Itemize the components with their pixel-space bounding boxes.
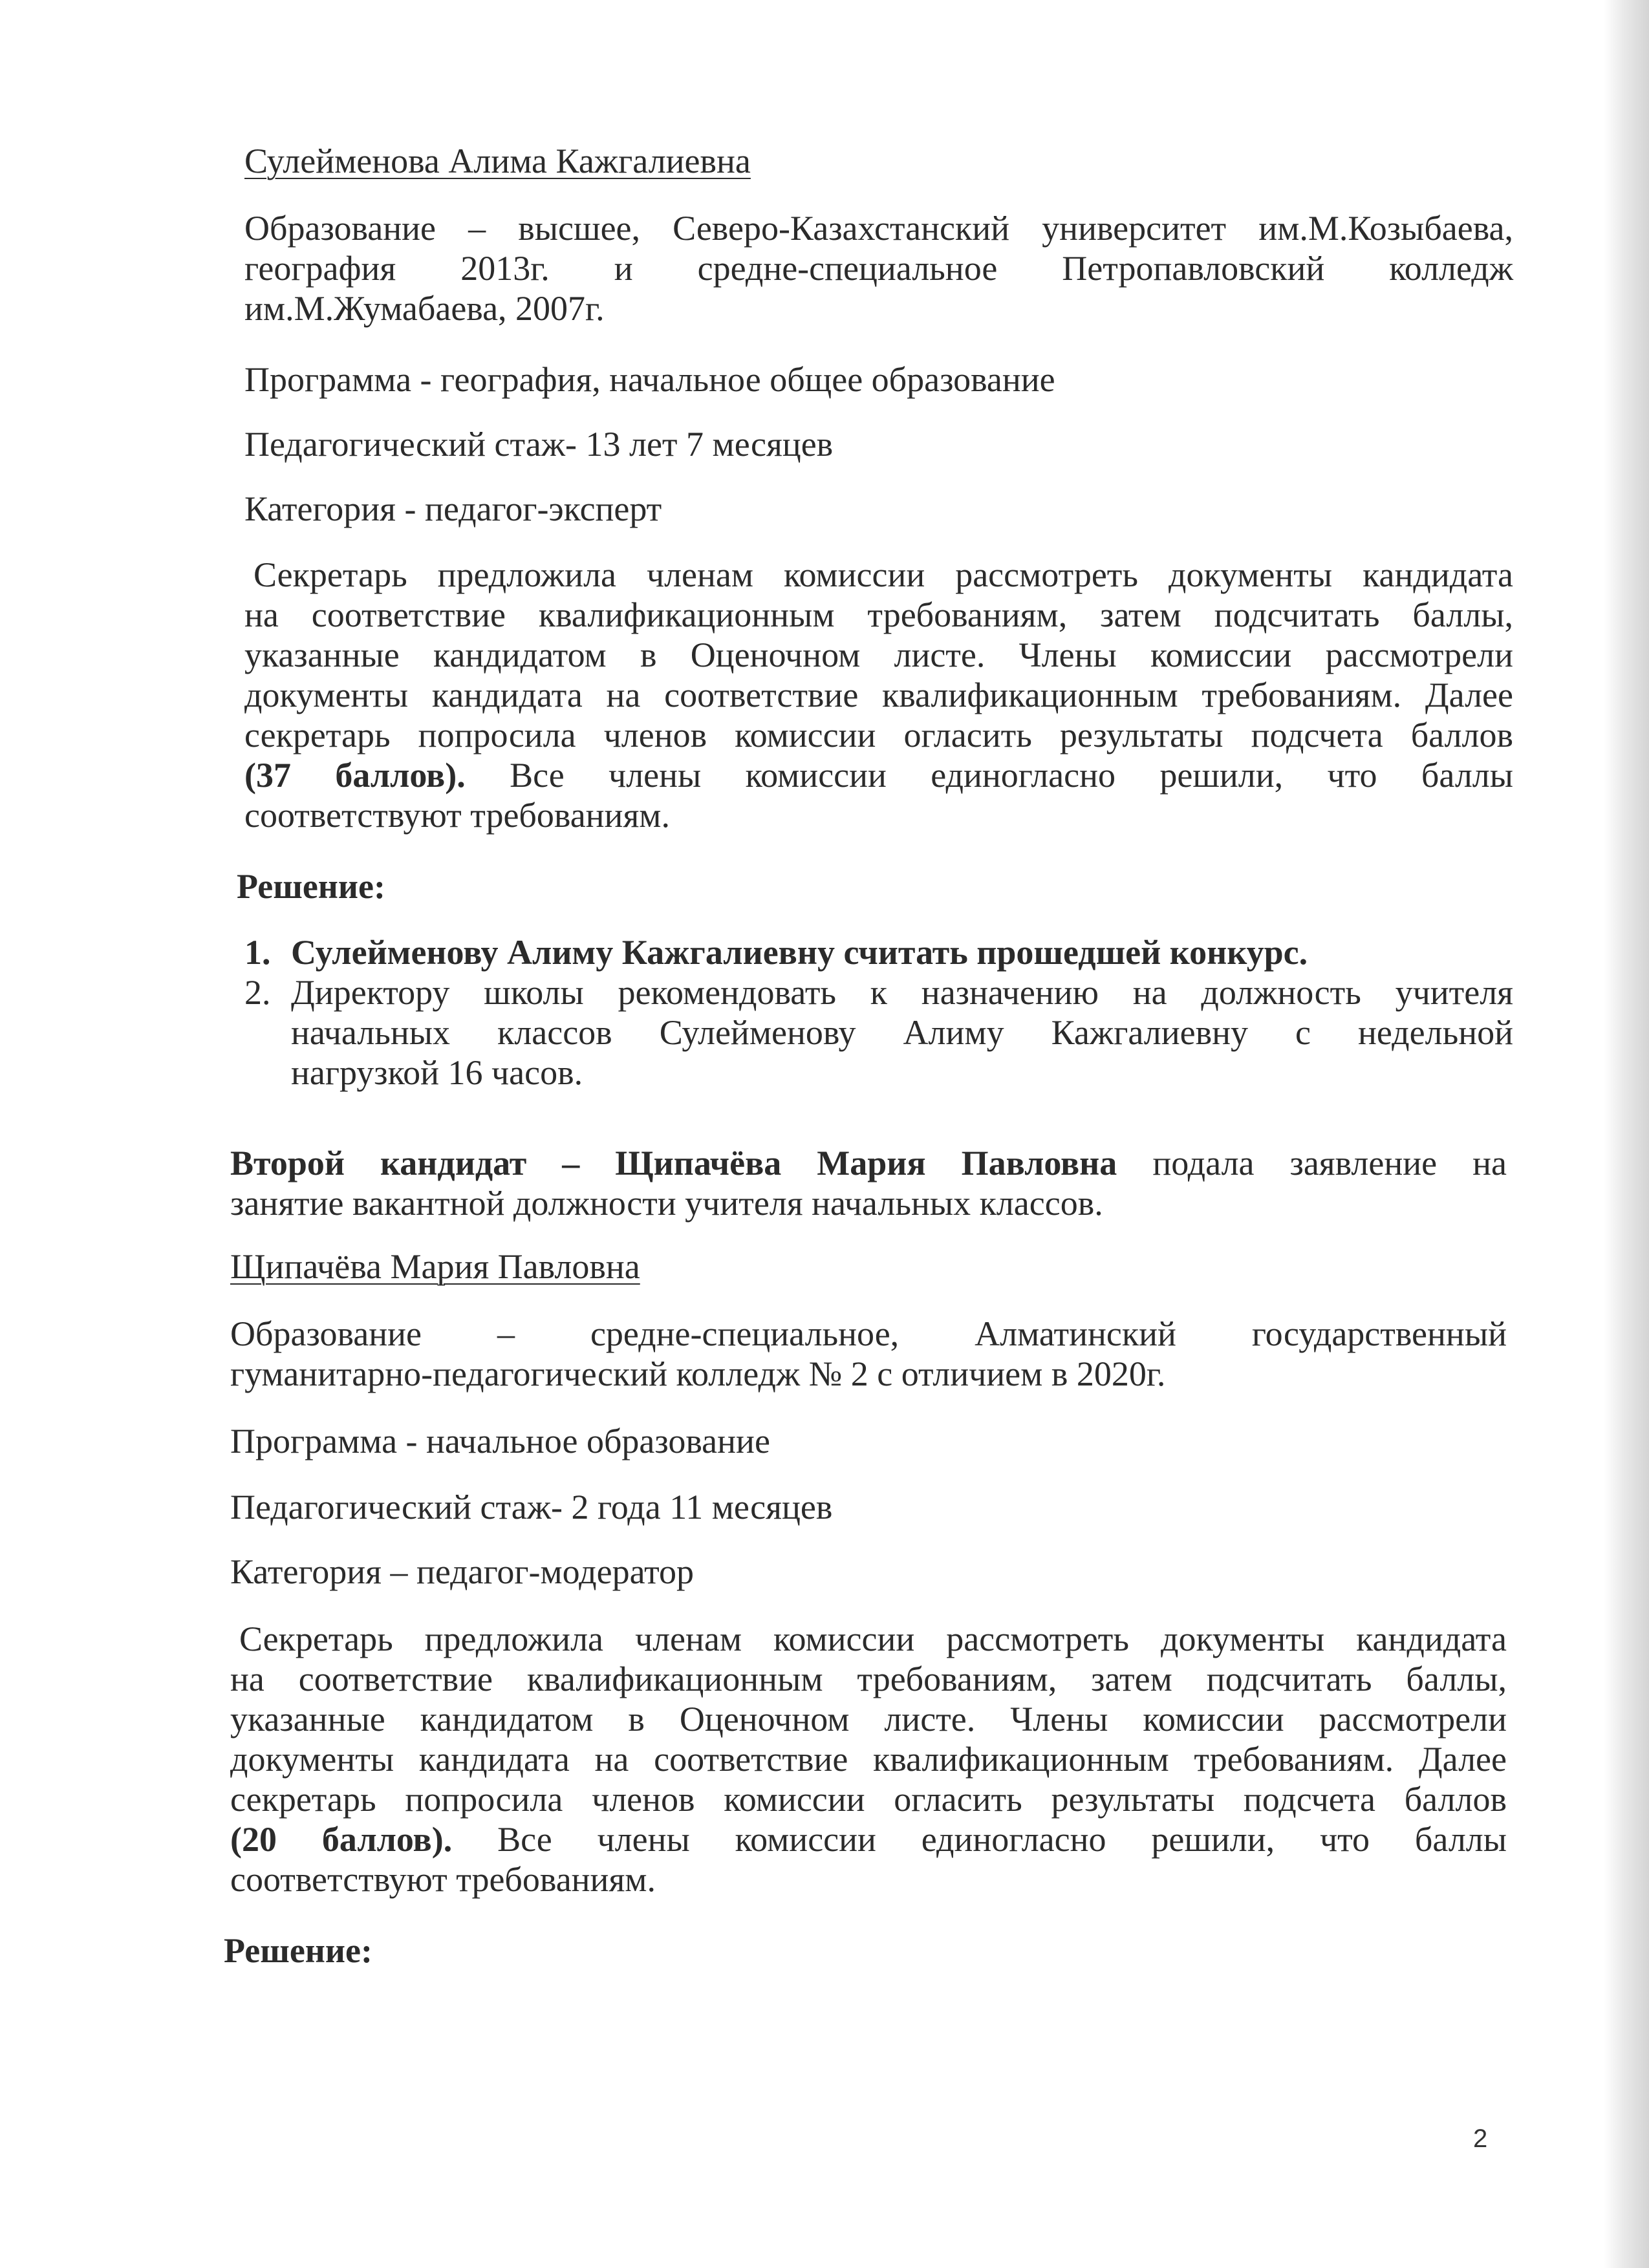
decision-number: 2. xyxy=(244,973,271,1012)
intro-line xyxy=(230,1143,1507,1183)
decision-text: Директору школы рекомендовать к назначению на должность учителя xyxy=(291,973,1513,1012)
second-candidate-intro xyxy=(230,1143,1507,1223)
scan-edge-shadow xyxy=(1604,0,1649,2268)
candidate1-program: Программа - география, начальное общее образование xyxy=(244,360,1055,399)
paragraph-line: Секретарь предложила членам комиссии рассмотреть документы кандидата xyxy=(253,555,1513,594)
decision-text: нагрузкой 16 часов. xyxy=(291,1053,583,1092)
candidate1-decision-label: Решение: xyxy=(237,867,385,906)
decision-item xyxy=(244,972,1513,1093)
paragraph-line: соответствуют требованиям. xyxy=(244,796,670,835)
candidate2-secretary-paragraph xyxy=(230,1619,1507,1899)
paragraph-line xyxy=(244,755,1513,795)
paragraph-line: указанные кандидатом в Оценочном листе. Члены комиссии рассмотрели xyxy=(230,1700,1507,1738)
candidate2-experience: Педагогический стаж- 2 года 11 месяцев xyxy=(230,1488,833,1526)
decision-text: Сулейменову Алиму Кажгалиевну считать прошедшей конкурс. xyxy=(291,933,1308,972)
points-rest: Все члены комиссии единогласно решили, что баллы xyxy=(510,756,1514,795)
points-total: (20 баллов). xyxy=(230,1820,453,1859)
paragraph-line: Секретарь предложила членам комиссии рассмотреть документы кандидата xyxy=(239,1620,1507,1658)
paragraph-line xyxy=(230,1819,1507,1859)
paragraph-line: секретарь попросила членов комиссии огласить результаты подсчета баллов xyxy=(244,716,1513,754)
candidate1-education xyxy=(244,208,1513,328)
paragraph-line: на соответствие квалификационным требованиям, затем подсчитать баллы, xyxy=(230,1660,1507,1698)
candidate2-education-line: Образование – средне-специальное, Алматинский государственный xyxy=(230,1314,1507,1353)
points-rest: Все члены комиссии единогласно решили, что баллы xyxy=(497,1820,1507,1859)
candidate1-category: Категория - педагог-эксперт xyxy=(244,489,662,528)
intro-line: занятие вакантной должности учителя начальных классов. xyxy=(230,1184,1103,1223)
candidate2-program: Программа - начальное образование xyxy=(230,1422,770,1460)
candidate1-education-line: им.М.Жумабаева, 2007г. xyxy=(244,289,605,328)
candidate2-category: Категория – педагог-модератор xyxy=(230,1552,695,1591)
paragraph-line: указанные кандидатом в Оценочном листе. Члены комиссии рассмотрели xyxy=(244,636,1513,674)
candidate2-education xyxy=(230,1314,1507,1394)
intro-bold: Второй кандидат – Щипачёва Мария Павловна xyxy=(230,1144,1117,1182)
decision-text: начальных классов Сулейменову Алиму Кажгалиевну с недельной xyxy=(291,1013,1513,1052)
intro-rest: подала заявление на xyxy=(1152,1144,1507,1182)
candidate2-education-line: гуманитарно-педагогический колледж № 2 с отличием в 2020г. xyxy=(230,1354,1166,1393)
paragraph-line: на соответствие квалификационным требованиям, затем подсчитать баллы, xyxy=(244,595,1513,634)
page-number: 2 xyxy=(1473,2124,1488,2153)
candidate1-decision-list xyxy=(244,932,1513,1093)
paragraph-line: секретарь попросила членов комиссии огласить результаты подсчета баллов xyxy=(230,1780,1507,1819)
candidate1-experience: Педагогический стаж- 13 лет 7 месяцев xyxy=(244,425,834,464)
decision-number: 1. xyxy=(244,933,271,972)
candidate1-secretary-paragraph xyxy=(244,555,1513,835)
candidate2-decision-label: Решение: xyxy=(224,1931,372,1970)
paragraph-line: документы кандидата на соответствие квалификационным требованиям. Далее xyxy=(230,1740,1507,1779)
paragraph-line: соответствуют требованиям. xyxy=(230,1860,656,1899)
candidate1-education-line: география 2013г. и средне-специальное Петропавловский колледж xyxy=(244,249,1513,288)
candidate2-name: Щипачёва Мария Павловна xyxy=(230,1247,640,1286)
decision-item xyxy=(244,932,1513,972)
points-total: (37 баллов). xyxy=(244,756,466,795)
paragraph-line: документы кандидата на соответствие квалификационным требованиям. Далее xyxy=(244,676,1513,714)
candidate1-name: Сулейменова Алима Кажгалиевна xyxy=(244,142,751,180)
candidate1-education-line: Образование – высшее, Северо-Казахстанский университет им.М.Козыбаева, xyxy=(244,209,1513,248)
